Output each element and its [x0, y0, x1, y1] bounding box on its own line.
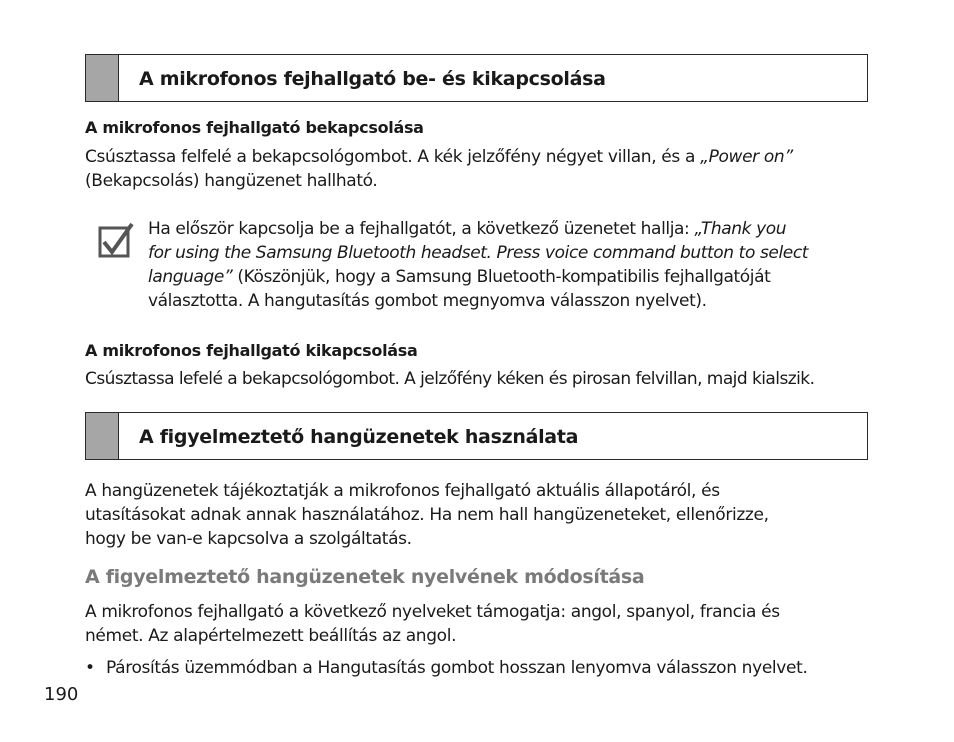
section-title-voice-prompts: A figyelmeztető hangüzenetek használata — [139, 426, 579, 448]
power-off-line: Csúsztassa lefelé a bekapcsológombot. A jelzőfény kéken és pirosan felvillan, majd kialszik. — [85, 369, 815, 389]
note-line-1: Ha először kapcsolja be a fejhallgatót, a következő üzenetet hallja: „Thank you — [148, 219, 787, 239]
power-on-line-1: Csúsztassa felfelé a bekapcsológombot. A kék jelzőfény négyet villan, és a „Power on” — [85, 147, 793, 167]
section-tab — [86, 55, 119, 101]
section-header-power — [85, 54, 868, 102]
note-text — [148, 217, 808, 313]
subheading-language: A figyelmeztető hangüzenetek nyelvének módosítása — [85, 566, 645, 588]
note-line-2: for using the Samsung Bluetooth headset. Press voice command button to select — [148, 243, 809, 263]
power-off-paragraph — [85, 367, 814, 391]
intro-line-2: utasításokat adnak annak használatához. Ha nem hall hangüzeneteket, ellenőrizze, — [85, 505, 769, 525]
subheading-power-on: A mikrofonos fejhallgató bekapcsolása — [85, 118, 424, 137]
note-line-3: language” (Köszönjük, hogy a Samsung Bluetooth-kompatibilis fejhallgatóját — [148, 267, 771, 287]
intro-line-1: A hangüzenetek tájékoztatják a mikrofonos fejhallgató aktuális állapotáról, és — [85, 481, 720, 501]
power-on-line-2: (Bekapcsolás) hangüzenet hallható. — [85, 171, 378, 191]
page-number: 190 — [44, 684, 79, 705]
intro-line-3: hogy be van-e kapcsolva a szolgáltatás. — [85, 529, 412, 549]
checkbox-check-icon — [98, 222, 136, 260]
section-tab — [86, 413, 119, 459]
language-paragraph — [85, 600, 780, 648]
subheading-power-off: A mikrofonos fejhallgató kikapcsolása — [85, 341, 418, 360]
language-line-2: német. Az alapértelmezett beállítás az angol. — [85, 626, 457, 646]
section-header-voice-prompts — [85, 412, 868, 460]
power-on-paragraph — [85, 145, 793, 193]
section-title-power: A mikrofonos fejhallgató be- és kikapcsolása — [139, 68, 606, 90]
voice-prompts-intro — [85, 479, 769, 551]
bullet-dot: • — [85, 658, 95, 678]
bullet-item — [85, 658, 808, 678]
note-line-4: választotta. A hangutasítás gombot megnyomva válasszon nyelvet). — [148, 291, 707, 311]
language-line-1: A mikrofonos fejhallgató a következő nyelveket támogatja: angol, spanyol, francia és — [85, 602, 780, 622]
bullet-text: Párosítás üzemmódban a Hangutasítás gombot hosszan lenyomva válasszon nyelvet. — [106, 658, 808, 678]
